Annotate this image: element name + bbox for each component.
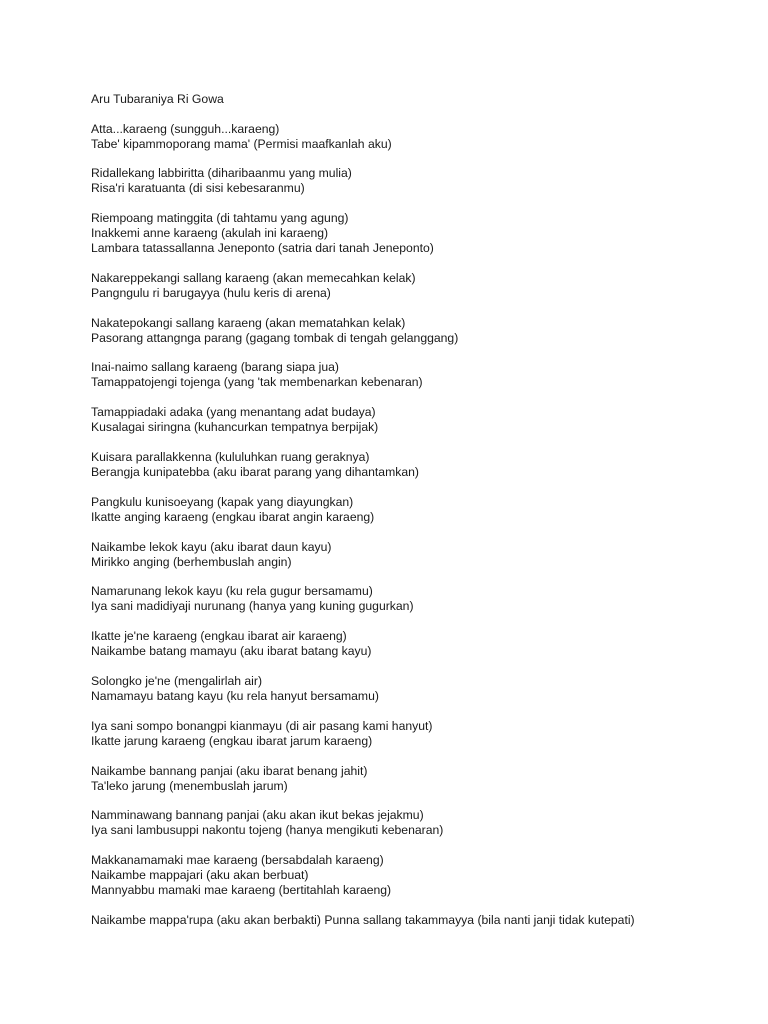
poem-line: Riempoang matinggita (di tahtamu yang agung) [91, 211, 349, 226]
poem-line: Naikambe batang mamayu (aku ibarat batang kayu) [91, 644, 372, 659]
poem-line: Ikatte jarung karaeng (engkau ibarat jarum karaeng) [91, 733, 373, 748]
poem-body [91, 92, 751, 943]
poem-line: Ikatte je'ne karaeng (engkau ibarat air karaeng) [91, 629, 347, 644]
poem-line: Tabe' kipammoporang mama' (Permisi maafkanlah aku) [91, 136, 392, 151]
poem-line: Risa'ri karatuanta (di sisi kebesaranmu) [91, 181, 305, 196]
poem-line: Naikambe lekok kayu (aku ibarat daun kayu) [91, 539, 332, 554]
poem-line: Iya sani sompo bonangpi kianmayu (di air pasang kami hanyut) [91, 718, 433, 733]
poem-line: Namamayu batang kayu (ku rela hanyut bersamamu) [91, 689, 379, 704]
stanza [91, 211, 751, 256]
poem-line: Tamappiadaki adaka (yang menantang adat budaya) [91, 405, 376, 420]
stanza [91, 405, 751, 435]
poem-line: Lambara tatassallanna Jeneponto (satria dari tanah Jeneponto) [91, 241, 434, 256]
poem-line: Namarunang lekok kayu (ku rela gugur bersamamu) [91, 584, 373, 599]
poem-line: Pasorang attangnga parang (gagang tombak di tengah gelanggang) [91, 330, 459, 345]
poem-line: Naikambe mappajari (aku akan berbuat) [91, 868, 309, 883]
poem-line: Ridallekang labbiritta (diharibaanmu yang mulia) [91, 166, 352, 181]
poem-line: Berangja kunipatebba (aku ibarat parang yang dihantamkan) [91, 465, 419, 480]
poem-line: Pangkulu kunisoeyang (kapak yang diayungkan) [91, 494, 354, 509]
stanza [91, 360, 751, 390]
poem-line: Naikambe mappa'rupa (aku akan berbakti) Punna sallang takammayya (bila nanti janji tidak kutepati) [91, 913, 635, 928]
poem-line: Atta...karaeng (sungguh...karaeng) [91, 121, 280, 136]
poem-line: Naikambe bannang panjai (aku ibarat benang jahit) [91, 763, 368, 778]
poem-line: Nakatepokangi sallang karaeng (akan mematahkan kelak) [91, 315, 406, 330]
stanza [91, 316, 751, 346]
stanza [91, 495, 751, 525]
poem-line: Mannyabbu mamaki mae karaeng (bertitahlah karaeng) [91, 883, 392, 898]
poem-line: Ikatte anging karaeng (engkau ibarat angin karaeng) [91, 509, 375, 524]
stanza [91, 629, 751, 659]
poem-line: Inai-naimo sallang karaeng (barang siapa jua) [91, 360, 339, 375]
stanza [91, 719, 751, 749]
poem-line: Pangngulu ri barugayya (hulu keris di arena) [91, 285, 331, 300]
poem-line: Namminawang bannang panjai (aku akan ikut bekas jejakmu) [91, 808, 424, 823]
poem-line: Iya sani lambusuppi nakontu tojeng (hanya mengikuti kebenaran) [91, 823, 444, 838]
poem-line: Solongko je'ne (mengalirlah air) [91, 674, 263, 689]
stanza [91, 808, 751, 838]
stanza [91, 853, 751, 898]
stanza [91, 674, 751, 704]
stanza [91, 913, 751, 928]
stanza [91, 450, 751, 480]
poem-line: Inakkemi anne karaeng (akulah ini karaeng) [91, 226, 329, 241]
stanza [91, 271, 751, 301]
poem-line: Tamappatojengi tojenga (yang 'tak membenarkan kebenaran) [91, 375, 423, 390]
page-title: Aru Tubaraniya Ri Gowa [91, 92, 224, 106]
stanza [91, 540, 751, 570]
poem-line: Makkanamamaki mae karaeng (bersabdalah karaeng) [91, 853, 384, 868]
poem-line: Iya sani madidiyaji nurunang (hanya yang kuning gugurkan) [91, 599, 414, 614]
stanza [91, 764, 751, 794]
poem-line: Kuisara parallakkenna (kululuhkan ruang geraknya) [91, 450, 370, 465]
poem-line: Mirikko anging (berhembuslah angin) [91, 554, 292, 569]
stanza [91, 166, 751, 196]
poem-line: Ta'leko jarung (menembuslah jarum) [91, 778, 288, 793]
stanza [91, 584, 751, 614]
poem-line: Nakareppekangi sallang karaeng (akan memecahkan kelak) [91, 270, 416, 285]
poem-line: Kusalagai siringna (kuhancurkan tempatnya berpijak) [91, 420, 379, 435]
stanza [91, 122, 751, 152]
